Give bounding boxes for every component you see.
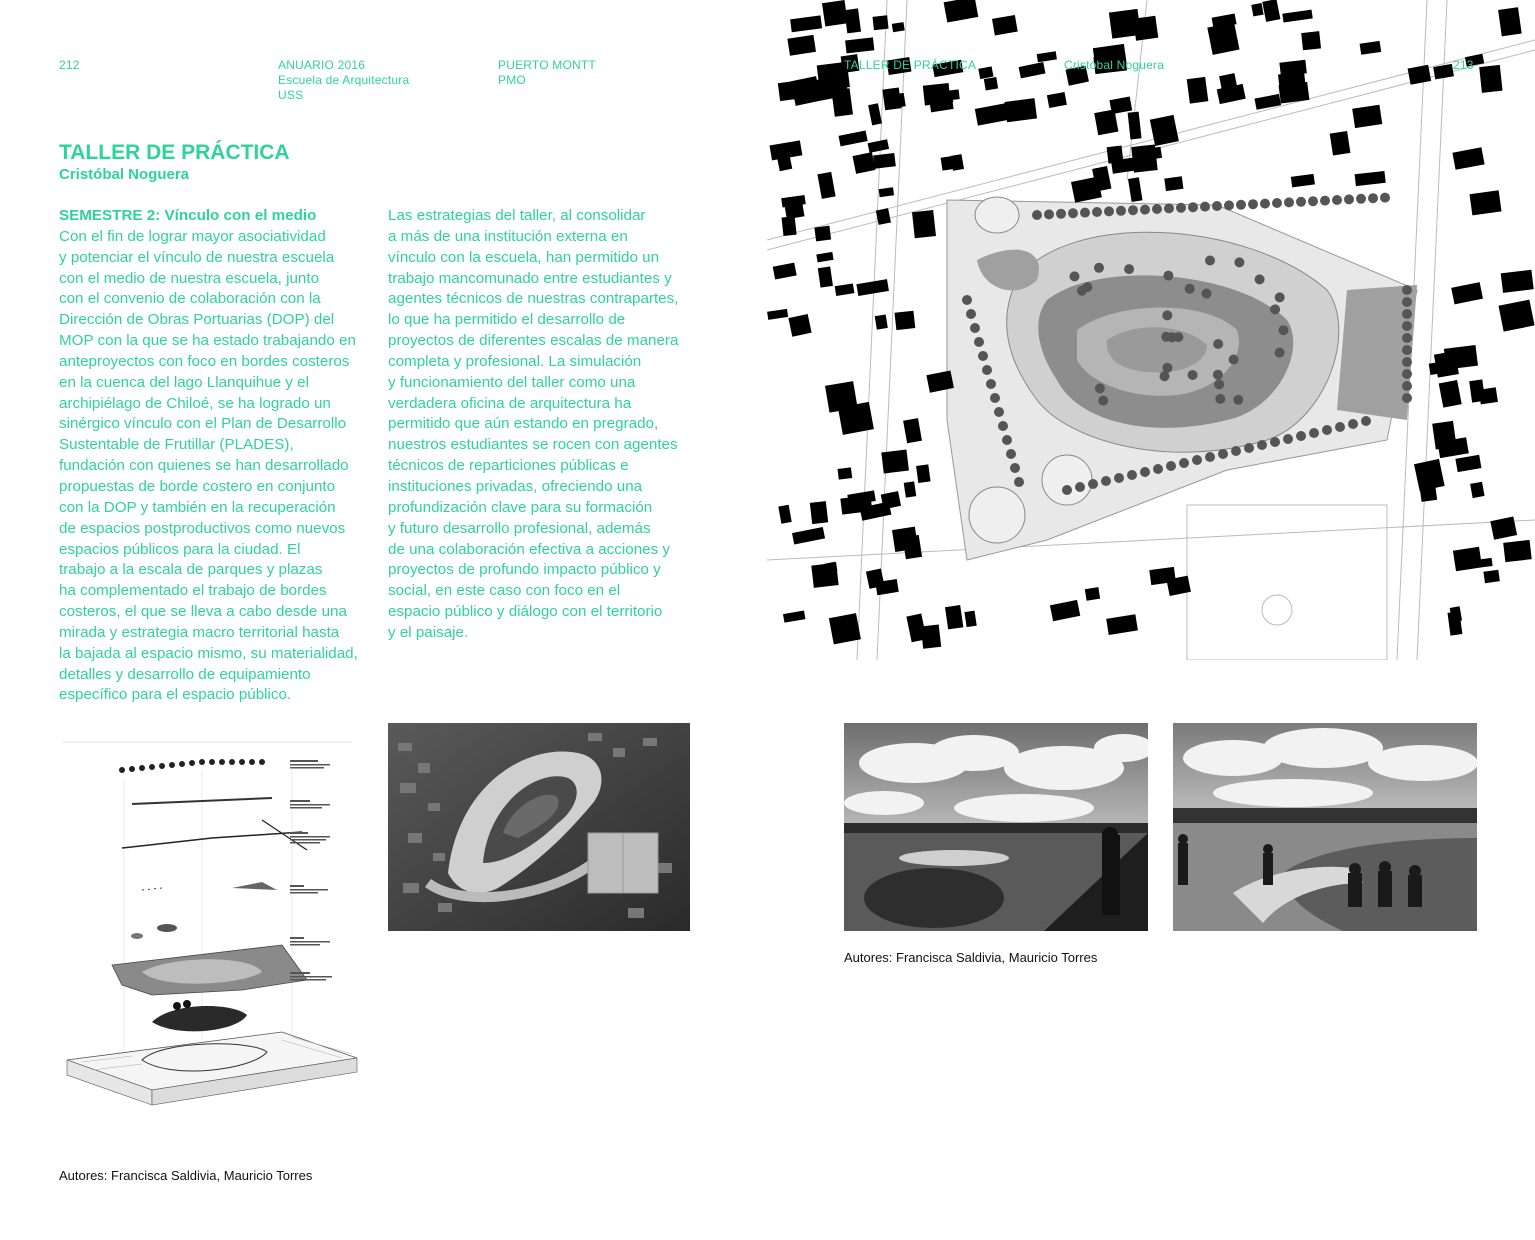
tree-mark xyxy=(1361,416,1371,426)
building-block xyxy=(892,22,905,32)
text-line: ha complementado el trabajo de bordes xyxy=(59,582,327,600)
text-line: vínculo con la escuela, han permitido un xyxy=(388,248,660,266)
header-city-line: PUERTO MONTT xyxy=(498,58,596,72)
building-block xyxy=(1251,3,1263,16)
tree-mark xyxy=(1114,473,1124,483)
tree-mark xyxy=(1402,369,1412,379)
text-line: instituciones privadas, ofreciendo una xyxy=(388,477,643,495)
tree-mark xyxy=(1308,196,1318,206)
tree-mark xyxy=(998,421,1008,431)
building-block xyxy=(1418,476,1437,502)
text-line: de una colaboración efectiva a acciones y xyxy=(388,540,670,558)
page-number-right: 213 xyxy=(1453,58,1474,72)
text-line: trabajo a la escala de parques y plazas xyxy=(59,561,323,579)
tree-mark xyxy=(1348,419,1358,429)
text-line: anteproyectos con foco en bordes costeros xyxy=(59,352,350,370)
tree-mark xyxy=(1402,357,1412,367)
building-block xyxy=(928,90,953,112)
tree-mark xyxy=(982,365,992,375)
building-block xyxy=(822,0,848,26)
header-yearbook xyxy=(278,58,409,103)
text-line: sinérgico vínculo con el Plan de Desarrollo xyxy=(59,415,347,433)
header-author: Cristóbal Noguera xyxy=(1064,58,1165,72)
tree-mark xyxy=(1205,452,1215,462)
text-line: fundación con quienes se han desarrollado xyxy=(59,457,349,475)
header-city xyxy=(498,58,596,88)
tree-mark xyxy=(1124,264,1134,274)
header-yearbook-line: USS xyxy=(278,88,304,102)
building-block xyxy=(810,501,828,524)
tree-mark xyxy=(1176,203,1186,213)
text-line: permitido que aún estando en pregrado, xyxy=(388,415,659,433)
tree-mark xyxy=(1244,443,1254,453)
text-line: costeros, el que se lleva a cabo desde una xyxy=(59,603,347,621)
tree-mark xyxy=(1214,379,1224,389)
tree-mark xyxy=(1257,440,1267,450)
tree-mark xyxy=(1202,289,1212,299)
building-block xyxy=(838,467,853,479)
tree-mark xyxy=(1163,271,1173,281)
tree-mark xyxy=(1322,425,1332,435)
tree-mark xyxy=(1233,395,1243,405)
building-block xyxy=(1301,31,1321,50)
tree-mark xyxy=(1088,479,1098,489)
text-line: profundización clave para su formación xyxy=(388,498,653,516)
building-block xyxy=(1187,77,1209,104)
text-line: trabajo mancomunado entre estudiantes y xyxy=(388,269,672,287)
text-line: espacios públicos para la ciudad. El xyxy=(59,540,301,558)
exploded-axonometric-diagram xyxy=(62,740,362,1140)
building-block xyxy=(882,87,901,110)
text-line: técnicos de reparticiones públicas e xyxy=(388,457,629,475)
text-line: y futuro desarrollo profesional, además xyxy=(388,519,651,537)
tree-mark xyxy=(1402,381,1412,391)
caption-renders: Autores: Francisca Saldivia, Mauricio Torres xyxy=(844,950,1098,965)
tree-mark xyxy=(1296,197,1306,207)
building-block xyxy=(1107,145,1124,163)
building-block xyxy=(778,81,797,101)
text-line: nuestros estudiantes se rocen con agentes xyxy=(388,436,678,454)
tree-mark xyxy=(1272,198,1282,208)
text-line: de espacios postproductivos como nuevos xyxy=(59,519,346,537)
text-line: MOP con la que se ha estado trabajando en xyxy=(59,332,356,350)
tree-mark xyxy=(1380,193,1390,203)
tree-mark xyxy=(974,337,984,347)
tree-mark xyxy=(1309,428,1319,438)
tree-mark xyxy=(1082,282,1092,292)
tree-mark xyxy=(1104,206,1114,216)
tree-mark xyxy=(1275,348,1285,358)
text-line: Dirección de Obras Portuarias (DOP) del xyxy=(59,311,335,329)
text-line: proyectos de diferentes escalas de manera xyxy=(388,332,679,350)
building-block xyxy=(1470,482,1484,498)
tree-mark xyxy=(1092,207,1102,217)
tree-mark xyxy=(1162,363,1172,373)
tree-mark xyxy=(1213,370,1223,380)
building-block xyxy=(1453,547,1482,572)
tree-mark xyxy=(1229,355,1239,365)
tree-mark xyxy=(1402,309,1412,319)
building-block xyxy=(904,481,917,497)
tree-mark xyxy=(1010,463,1020,473)
tree-mark xyxy=(994,407,1004,417)
text-line: mirada y estrategia macro territorial hasta xyxy=(59,623,340,641)
tree-mark xyxy=(1234,257,1244,267)
tree-mark xyxy=(1402,393,1412,403)
tree-mark xyxy=(1164,203,1174,213)
tree-mark xyxy=(1094,263,1104,273)
tree-mark xyxy=(1032,210,1042,220)
tree-mark xyxy=(966,309,976,319)
tree-mark xyxy=(1068,208,1078,218)
tree-mark xyxy=(990,393,1000,403)
render-photo-plaza xyxy=(844,723,1148,931)
building-block xyxy=(873,15,889,30)
tree-mark xyxy=(1162,310,1172,320)
tree-mark xyxy=(1402,285,1412,295)
text-line: detalles y desarrollo de equipamiento xyxy=(59,665,311,683)
building-block xyxy=(892,527,918,552)
tree-mark xyxy=(1402,345,1412,355)
text-line: Con el fin de lograr mayor asociatividad xyxy=(59,227,326,245)
text-column-1 xyxy=(59,206,369,706)
tree-mark xyxy=(1062,485,1072,495)
tree-mark xyxy=(1095,383,1105,393)
building-block xyxy=(881,450,909,474)
text-line: social, en este caso con foco en el xyxy=(388,582,621,600)
tree-mark xyxy=(1344,194,1354,204)
building-block xyxy=(916,464,930,483)
tree-mark xyxy=(1283,434,1293,444)
tree-mark xyxy=(1231,446,1241,456)
text-column-2-body xyxy=(388,206,698,644)
tree-mark xyxy=(1152,204,1162,214)
building-block xyxy=(941,155,961,171)
article-subtitle: Cristóbal Noguera xyxy=(59,166,190,183)
tree-mark xyxy=(1101,476,1111,486)
building-block xyxy=(1164,176,1183,191)
tree-mark xyxy=(1044,209,1054,219)
building-block xyxy=(853,152,876,174)
tree-mark xyxy=(978,351,988,361)
building-block xyxy=(814,226,831,242)
text-line: lo que ha permitido el desarrollo de xyxy=(388,311,626,329)
tree-mark xyxy=(1255,274,1265,284)
building-block xyxy=(782,216,797,236)
site-plan xyxy=(767,0,1535,660)
model-photo xyxy=(388,723,690,931)
tree-mark xyxy=(1185,284,1195,294)
tree-mark xyxy=(1153,464,1163,474)
text-line: específico para el espacio público. xyxy=(59,686,292,704)
tree-mark xyxy=(1002,435,1012,445)
header-workshop: TALLER DE PRÁCTICA xyxy=(844,58,977,72)
text-line: con el medio de nuestra escuela, junto xyxy=(59,269,320,287)
text-column-2 xyxy=(388,206,698,644)
building-block xyxy=(984,77,998,91)
text-line: Sustentable de Frutillar (PLADES), xyxy=(59,436,294,454)
building-block xyxy=(895,311,916,330)
semester-heading: SEMESTRE 2: Vínculo con el medio xyxy=(59,207,317,224)
text-line: en la cuenca del lago Llanquihue y el xyxy=(59,373,309,391)
building-block xyxy=(875,314,888,329)
tree-mark xyxy=(1335,422,1345,432)
building-block xyxy=(1109,9,1141,39)
text-line: proyectos de profundo impacto público y xyxy=(388,561,661,579)
tree-mark xyxy=(1224,200,1234,210)
building-block xyxy=(1005,98,1038,122)
tree-mark xyxy=(1188,370,1198,380)
text-line: a más de una institución externa en xyxy=(388,227,628,245)
tree-mark xyxy=(1098,396,1108,406)
tree-mark xyxy=(1128,205,1138,215)
tree-mark xyxy=(1296,431,1306,441)
tree-mark xyxy=(1213,339,1223,349)
text-line: propuestas de borde costero en conjunto xyxy=(59,477,336,495)
building-block xyxy=(1498,7,1522,36)
tree-mark xyxy=(1402,297,1412,307)
render-photo-waterfront xyxy=(1173,723,1477,931)
tree-mark xyxy=(1320,196,1330,206)
building-block xyxy=(1085,587,1100,601)
building-block xyxy=(788,314,811,337)
tree-mark xyxy=(1179,458,1189,468)
text-line: Las estrategias del taller, al consolidar xyxy=(388,207,646,224)
building-block xyxy=(1479,65,1502,93)
article-title: TALLER DE PRÁCTICA xyxy=(59,141,290,164)
tree-mark xyxy=(1167,332,1177,342)
page-number-left: 212 xyxy=(59,58,80,72)
building-block xyxy=(1478,558,1493,568)
tree-mark xyxy=(1275,292,1285,302)
text-line: espacio público y diálogo con el territorio xyxy=(388,603,663,621)
tree-mark xyxy=(1075,482,1085,492)
tree-mark xyxy=(1215,394,1225,404)
text-line: archipiélago de Chiloé, se ha logrado un xyxy=(59,394,331,412)
tree-mark xyxy=(1116,206,1126,216)
header-city-line: PMO xyxy=(498,73,526,87)
text-line: con el convenio de colaboración con la xyxy=(59,290,321,308)
tree-mark xyxy=(1270,437,1280,447)
building-block xyxy=(829,613,861,644)
text-line: y funcionamiento del taller como una xyxy=(388,373,636,391)
tree-mark xyxy=(1368,193,1378,203)
text-line: agentes técnicos de nuestras contrapartes, xyxy=(388,290,679,308)
tree-mark xyxy=(1140,467,1150,477)
building-block xyxy=(945,605,963,629)
tree-mark xyxy=(962,295,972,305)
building-block xyxy=(912,210,936,238)
building-block xyxy=(1094,109,1118,135)
text-line: verdadera oficina de arquitectura ha xyxy=(388,394,632,412)
tree-mark xyxy=(1056,209,1066,219)
building-block xyxy=(1501,270,1534,293)
text-line: y el paisaje. xyxy=(388,623,469,641)
building-block xyxy=(1470,190,1502,215)
tree-mark xyxy=(1402,333,1412,343)
building-block xyxy=(873,153,896,169)
tree-mark xyxy=(1188,202,1198,212)
header-yearbook-line: Escuela de Arquitectura xyxy=(278,73,410,87)
text-line: con la DOP y también en la recuperación xyxy=(59,498,336,516)
header-yearbook-line: ANUARIO 2016 xyxy=(278,58,366,72)
tree-mark xyxy=(1140,205,1150,215)
text-column-1-body xyxy=(59,227,369,706)
tree-mark xyxy=(1212,201,1222,211)
tree-mark xyxy=(1080,208,1090,218)
building-block xyxy=(1330,131,1351,155)
tree-mark xyxy=(1236,200,1246,210)
text-line: y potenciar el vínculo de nuestra escuela xyxy=(59,248,335,266)
tree-mark xyxy=(1332,195,1342,205)
tree-mark xyxy=(1070,271,1080,281)
building-block xyxy=(1352,105,1382,128)
tree-mark xyxy=(1200,202,1210,212)
tree-mark xyxy=(1166,461,1176,471)
tree-mark xyxy=(1218,449,1228,459)
tree-mark xyxy=(1270,304,1280,314)
tree-mark xyxy=(1205,256,1215,266)
tree-mark xyxy=(1356,194,1366,204)
building-block xyxy=(811,563,838,588)
building-block xyxy=(921,624,942,648)
building-block xyxy=(1483,570,1499,583)
building-block xyxy=(1207,22,1239,55)
tree-mark xyxy=(1402,321,1412,331)
tree-mark xyxy=(1192,455,1202,465)
tree-mark xyxy=(1279,325,1289,335)
tree-mark xyxy=(1006,449,1016,459)
tree-mark xyxy=(986,379,996,389)
tree-mark xyxy=(970,323,980,333)
caption-diagrams: Autores: Francisca Saldivia, Mauricio Torres xyxy=(59,1168,313,1183)
tree-mark xyxy=(1260,199,1270,209)
tree-mark xyxy=(1014,477,1024,487)
tree-mark xyxy=(1248,199,1258,209)
tree-mark xyxy=(1127,470,1137,480)
building-block xyxy=(1503,540,1532,562)
building-block xyxy=(838,402,874,435)
building-block xyxy=(1434,351,1459,378)
tree-mark xyxy=(1284,197,1294,207)
text-line: completa y profesional. La simulación xyxy=(388,352,642,370)
building-block xyxy=(1278,72,1306,93)
text-line: la bajada al espacio mismo, su materialidad, xyxy=(59,644,358,662)
